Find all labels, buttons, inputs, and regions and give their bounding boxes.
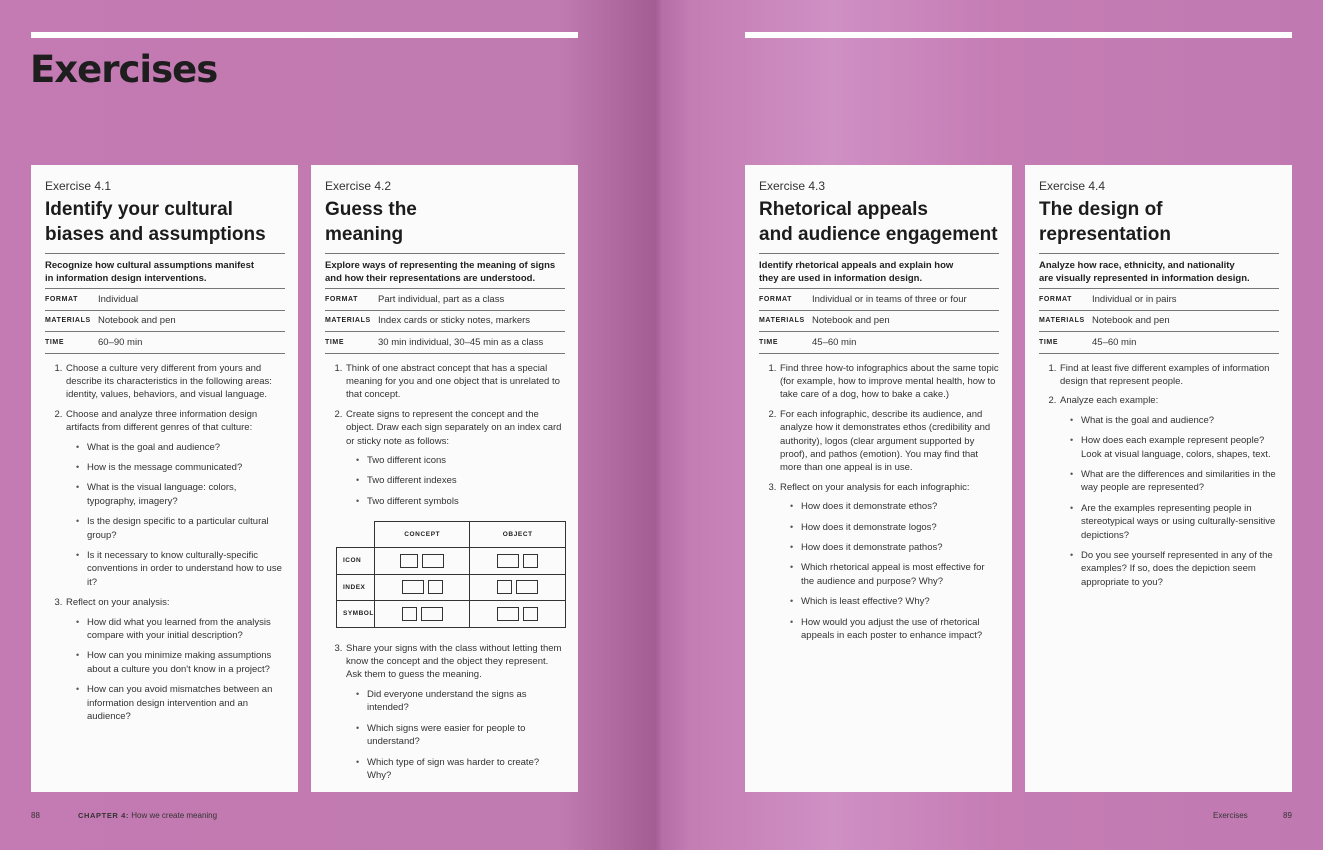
meta-label-materials: MATERIALS <box>325 317 371 325</box>
steps-list <box>325 362 565 783</box>
meta-row-format <box>325 289 565 311</box>
sign-box <box>523 554 538 568</box>
bullet-item: • Two different icons <box>367 454 565 467</box>
sign-box <box>402 607 417 621</box>
step-item <box>65 362 285 402</box>
meta-row-time <box>1039 332 1279 354</box>
exercise-title-line: representation <box>1039 223 1171 245</box>
exercise-card <box>31 165 298 792</box>
meta-row-format <box>45 289 285 311</box>
exercise-title <box>45 198 285 254</box>
exercise-title <box>1039 198 1279 254</box>
sign-box <box>497 554 519 568</box>
grid-cell-object <box>470 574 566 601</box>
sign-drawing-boxes <box>375 607 470 621</box>
grid-row-label: ICON <box>337 548 375 575</box>
bullet-item: • How does it demonstrate logos? <box>801 521 999 534</box>
grid-cell-concept <box>374 548 470 575</box>
grid-cell-object <box>470 601 566 628</box>
meta-label-format: FORMAT <box>45 295 79 303</box>
step-item <box>779 362 999 402</box>
exercise-description <box>325 254 565 289</box>
meta-value-format: Individual or in teams of three or four <box>812 293 967 305</box>
sign-box <box>523 607 538 621</box>
step-text: For each infographic, describe its audience, and analyze how it demonstrates ethos (credibility and authority), logos (clear argument supported by proof), and pathos (emotion). You may find that more than one appeal is in use. <box>780 408 991 474</box>
sign-box <box>421 607 443 621</box>
bullet-item: • Do you see yourself represented in any of the examples? If so, does the depiction seem appropriate to you? <box>1081 549 1279 589</box>
meta-label-format: FORMAT <box>1039 295 1073 303</box>
meta-label-format: FORMAT <box>325 295 359 303</box>
exercise-description-line: Recognize how cultural assumptions manifest <box>45 260 255 271</box>
exercise-description-line: they are used in information design. <box>759 273 923 284</box>
step-item <box>779 408 999 475</box>
footer-right-page-number: 89 <box>1283 811 1292 820</box>
grid-header-concept: CONCEPT <box>374 522 470 548</box>
meta-row-time <box>325 332 565 354</box>
step-item <box>1059 394 1279 589</box>
meta-row-materials <box>759 311 999 333</box>
meta-value-format: Individual <box>98 293 139 305</box>
exercise-description-line: Explore ways of representing the meaning of signs <box>325 260 556 271</box>
exercise-number: Exercise 4.3 <box>759 179 826 193</box>
bullet-item: • How did what you learned from the analysis compare with your initial description? <box>87 616 285 643</box>
sign-drawing-boxes <box>470 580 565 594</box>
exercise-title-line: Rhetorical appeals <box>759 199 928 220</box>
grid-row-label: INDEX <box>337 574 375 601</box>
footer-chapter-title: How we create meaning <box>131 811 218 820</box>
steps-list <box>45 362 285 724</box>
step-item <box>345 642 565 783</box>
bullet-item: • Is the design specific to a particular cultural group? <box>87 515 285 542</box>
meta-value-format: Part individual, part as a class <box>378 293 505 305</box>
grid-header-object: OBJECT <box>470 522 566 548</box>
footer-chapter <box>78 811 217 820</box>
meta-value-time: 45–60 min <box>812 336 857 348</box>
meta-value-materials: Notebook and pen <box>98 315 176 327</box>
meta-value-time: 30 min individual, 30–45 min as a class <box>378 336 544 348</box>
sign-drawing-boxes <box>470 607 565 621</box>
step-text: Find three how-to infographics about the same topic (for example, how to improve mental health, how to take care of a dog, how to bake a cake.) <box>780 362 999 401</box>
meta-row-format <box>759 289 999 311</box>
step-text: Share your signs with the class without letting them know the concept and the object they represent. Ask them to guess the meaning. <box>346 642 562 681</box>
exercise-description-line: are visually represented in information design. <box>1039 273 1250 284</box>
bullet-item: • How does it demonstrate pathos? <box>801 541 999 554</box>
bullet-item: • How can you minimize making assumptions about a culture you don't know in a project? <box>87 649 285 676</box>
bullet-item: • Is it necessary to know culturally-specific conventions in order to understand how to use it? <box>87 549 285 589</box>
sign-drawing-boxes <box>375 580 470 594</box>
exercise-title-line: biases and assumptions <box>45 223 266 245</box>
signs-grid <box>336 521 566 628</box>
grid-cell-concept <box>374 601 470 628</box>
step-item <box>779 481 999 643</box>
bullet-item: • What is the goal and audience? <box>87 441 285 454</box>
step-text: Find at least five different examples of information design that represent people. <box>1060 362 1270 387</box>
step-text: Create signs to represent the concept and the object. Draw each sign separately on an index card or sticky note as follows: <box>346 408 562 447</box>
grid-cell-object <box>470 548 566 575</box>
bullet-item: • Are the examples representing people in stereotypical ways or using culturally-sensitive depictions? <box>1081 502 1279 542</box>
meta-label-materials: MATERIALS <box>45 317 91 325</box>
meta-label-time: TIME <box>1039 338 1059 346</box>
step-text: Analyze each example: <box>1060 395 1159 407</box>
sign-box <box>516 580 538 594</box>
meta-label-materials: MATERIALS <box>759 317 805 325</box>
sign-drawing-boxes <box>375 554 470 568</box>
bullet-item: • How would you adjust the use of rhetorical appeals in each poster to enhance impact? <box>801 616 999 643</box>
meta-value-materials: Notebook and pen <box>1092 315 1170 327</box>
sign-drawing-boxes <box>470 554 565 568</box>
exercise-title-line: meaning <box>325 223 404 245</box>
meta-row-time <box>45 332 285 354</box>
exercise-title <box>325 198 565 254</box>
exercise-description <box>759 254 999 289</box>
exercise-number: Exercise 4.2 <box>325 179 392 193</box>
step-bullets <box>346 454 565 508</box>
step-bullets <box>66 616 285 724</box>
bullet-item: • Which is least effective? Why? <box>801 595 999 608</box>
bullet-item: • What is the goal and audience? <box>1081 414 1279 427</box>
step-text: Reflect on your analysis for each infographic: <box>780 481 970 493</box>
step-item <box>345 362 565 402</box>
meta-value-materials: Index cards or sticky notes, markers <box>378 315 531 327</box>
exercise-title-line: The design of <box>1039 199 1163 220</box>
steps-list <box>759 362 999 643</box>
step-item <box>65 408 285 589</box>
meta-row-format <box>1039 289 1279 311</box>
step-item <box>1059 362 1279 389</box>
sign-box <box>400 554 418 568</box>
steps-list <box>1039 362 1279 590</box>
exercise-card <box>745 165 1012 792</box>
bullet-item: • How is the message communicated? <box>87 461 285 474</box>
signs-grid-holder <box>325 521 565 628</box>
sign-box <box>497 607 519 621</box>
meta-row-materials <box>1039 311 1279 333</box>
exercise-description-line: and how their representations are understood. <box>325 273 536 284</box>
meta-value-time: 60–90 min <box>98 336 143 348</box>
step-text: Think of one abstract concept that has a special meaning for you and one object that is unrelated to that concept. <box>346 362 560 401</box>
bullet-item: • What are the differences and similarities in the way people are represented? <box>1081 468 1279 495</box>
exercise-description-line: Identify rhetorical appeals and explain how <box>759 260 954 271</box>
bullet-item: • How can you avoid mismatches between an information design intervention and an audience? <box>87 683 285 723</box>
step-text: Choose and analyze three information design artifacts from different genres of that culture: <box>66 408 258 434</box>
meta-row-materials <box>325 311 565 333</box>
bullet-item: • Which type of sign was harder to create? Why? <box>367 756 565 783</box>
bullet-item: • Which rhetorical appeal is most effective for the audience and purpose? Why? <box>801 561 999 588</box>
exercise-title-line: and audience engagement <box>759 223 998 245</box>
exercise-title <box>759 198 999 254</box>
bullet-item: • How does each example represent people? Look at visual language, colors, shapes, text. <box>1081 434 1279 461</box>
meta-label-time: TIME <box>325 338 345 346</box>
meta-row-time <box>759 332 999 354</box>
footer-section: Exercises <box>1213 811 1248 820</box>
meta-value-materials: Notebook and pen <box>812 315 890 327</box>
step-bullets <box>346 688 565 782</box>
grid-row-label: SYMBOL <box>337 601 375 628</box>
bullet-item: • Which signs were easier for people to understand? <box>367 722 565 749</box>
exercise-number: Exercise 4.4 <box>1039 179 1106 193</box>
exercise-description <box>1039 254 1279 289</box>
exercise-description-line: in information design interventions. <box>45 273 207 284</box>
sign-box <box>428 580 443 594</box>
meta-label-time: TIME <box>759 338 779 346</box>
meta-row-materials <box>45 311 285 333</box>
step-item <box>345 408 565 508</box>
step-item <box>65 596 285 723</box>
bullet-item: • Two different indexes <box>367 474 565 487</box>
bullet-item: • Two different symbols <box>367 495 565 508</box>
meta-value-time: 45–60 min <box>1092 336 1137 348</box>
step-bullets <box>780 500 999 642</box>
exercise-card <box>1025 165 1292 792</box>
meta-label-format: FORMAT <box>759 295 793 303</box>
sign-box <box>402 580 424 594</box>
step-bullets <box>66 441 285 590</box>
sign-box <box>497 580 512 594</box>
top-rule-left <box>31 32 578 38</box>
meta-label-time: TIME <box>45 338 65 346</box>
exercise-title-line: Identify your cultural <box>45 199 233 220</box>
exercise-title-line: Guess the <box>325 199 417 220</box>
exercise-card <box>311 165 578 792</box>
step-text: Reflect on your analysis: <box>66 597 170 609</box>
footer-chapter-label: CHAPTER 4: <box>78 811 130 820</box>
bullet-item: • How does it demonstrate ethos? <box>801 500 999 513</box>
sign-box <box>422 554 444 568</box>
top-rule-right <box>745 32 1292 38</box>
exercise-number: Exercise 4.1 <box>45 179 112 193</box>
meta-value-format: Individual or in pairs <box>1092 293 1177 305</box>
step-bullets <box>1060 414 1279 589</box>
page-title: Exercises <box>30 48 218 91</box>
step-text: Choose a culture very different from yours and describe its characteristics in the following areas: identity, values, behaviors, and visual language. <box>66 362 272 401</box>
grid-cell-concept <box>374 574 470 601</box>
bullet-item: • Did everyone understand the signs as intended? <box>367 688 565 715</box>
footer-left-page-number: 88 <box>31 811 40 820</box>
exercise-description <box>45 254 285 289</box>
bullet-item: • What is the visual language: colors, typography, imagery? <box>87 481 285 508</box>
meta-label-materials: MATERIALS <box>1039 317 1085 325</box>
exercise-description-line: Analyze how race, ethnicity, and nationality <box>1039 260 1235 271</box>
